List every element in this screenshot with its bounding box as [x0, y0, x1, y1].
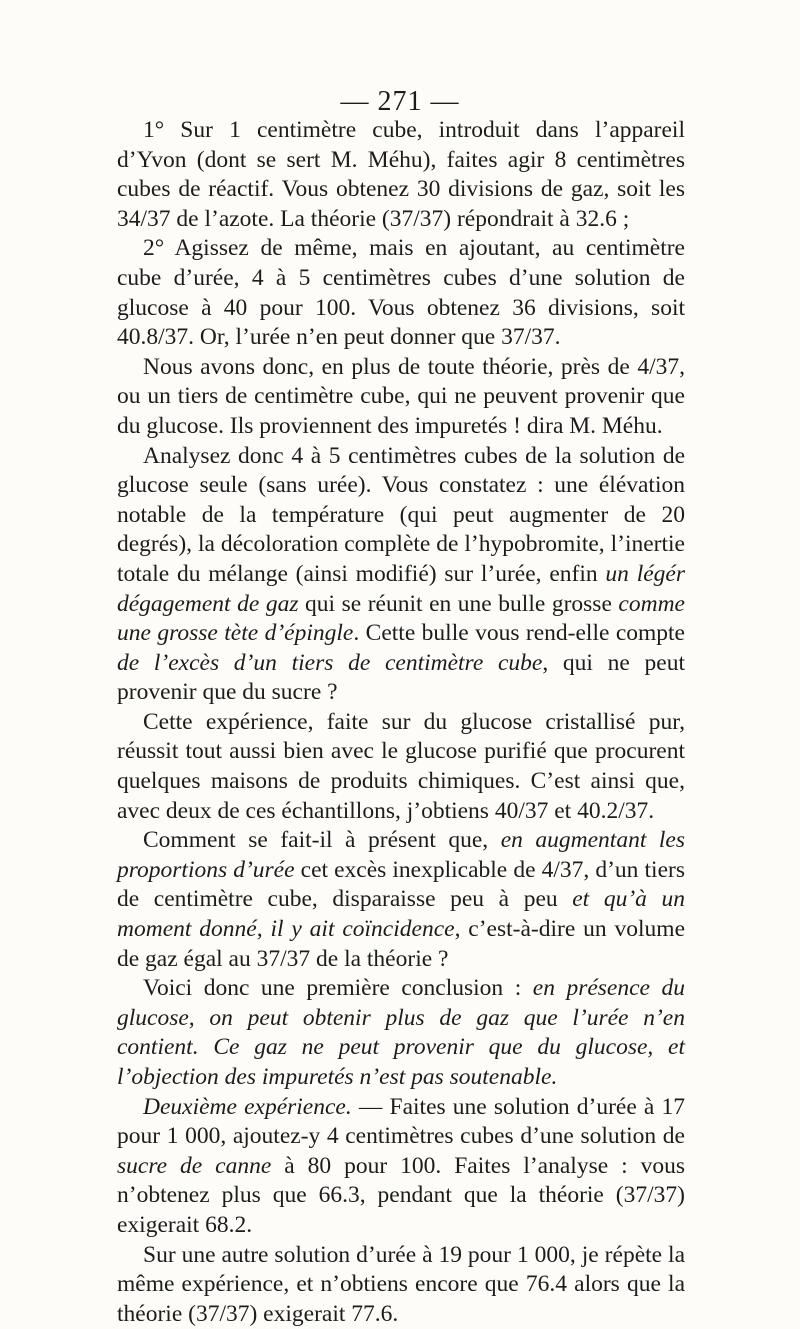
italic-text: un légér dégagement de gaz — [117, 560, 685, 617]
text-run: Analysez donc 4 à 5 centimètres cubes de la solution de glucose seule (sans urée). Vous constatez : une élévation notable de la température (qui peut augmenter de 20 degrés), la décoloration complète de l’hypobromite, l’inertie totale du mélange (ainsi modifié) sur l’urée, enfin — [117, 442, 685, 587]
italic-text: en augmentant les proportions d’urée — [117, 827, 685, 883]
text-run: — Faites une solution d’urée à 17 pour 1 000, ajoutez-y 4 centimètres cubes d’une solution de — [117, 1093, 685, 1150]
page-number: — 271 — — [340, 86, 460, 117]
paragraph — [117, 826, 685, 974]
text-run: Nous avons donc, en plus de toute théorie, près de 4/37, ou un tiers de centimètre cube, qui ne peuvent provenir que du glucose. Ils proviennent des impuretés ! dira M. Méhu. — [117, 353, 685, 439]
text-run: Cette expérience, faite sur du glucose cristallisé pur, réussit tout aussi bien avec le glucose purifié que procurent quelques maisons de produits chimiques. C’est ainsi que, avec deux de ces échantillons, j’obtiens 40/37 et 40.2/37. — [117, 708, 685, 824]
paragraph — [117, 234, 685, 352]
paragraph — [117, 1093, 685, 1241]
text-run: à 80 pour 100. Faites l’analyse : vous n’obtenez plus que 66.3, pendant que la théorie (37/37) exigerait 68.2. — [117, 1152, 686, 1238]
text-run: 2° Agissez de même, mais en ajoutant, au centimètre cube d’urée, 4 à 5 centimètres cubes d’une solution de glucose à 40 pour 100. Vous obtenez 36 divisions, soit 40.8/37. Or, l’urée n’en peut donner que 37/37. — [117, 235, 685, 351]
text-run: Comment se fait-il à présent que, — [143, 827, 501, 854]
paragraph — [117, 1241, 685, 1329]
italic-text: en présence du glucose, on peut obtenir plus de gaz que l’urée n’en contient. Ce gaz ne peut provenir que du glucose, et l’objection des impuretés n’est pas soutenable. — [117, 975, 685, 1090]
italic-text: comme une grosse tète d’épingle — [117, 590, 685, 647]
paragraph — [117, 442, 685, 708]
italic-text: de l’excès d’un tiers de centimètre cube — [117, 649, 543, 676]
text-run: . Cette bulle vous rend-elle compte — [353, 620, 685, 647]
paragraph — [117, 353, 685, 442]
text-run: , qui ne peut provenir que du sucre ? — [117, 649, 686, 706]
text-run: , c’est-à-dire un volume de gaz égal au 37/37 de la théorie ? — [117, 916, 686, 972]
paragraph — [117, 708, 685, 826]
text-run: Voici donc une première conclusion : — [143, 975, 533, 1002]
text-run: 1° Sur 1 centimètre cube, introduit dans l’appareil d’Yvon (dont se sert M. Méhu), faites agir 8 centimètres cubes de réactif. Vous obtenez 30 divisions de gaz, soit les 34/37 de l’azote. La théorie (37/37) répondrait à 32.6 ; — [117, 117, 685, 232]
text-run: Sur une autre solution d’urée à 19 pour 1 000, je répète la même expérience, et n’obtiens encore que 76.4 alors que la théorie (37/37) exigerait 77.6. — [117, 1241, 685, 1327]
italic-text: Deuxième expérience. — [143, 1093, 352, 1120]
body-text — [117, 116, 685, 1329]
paragraph — [117, 974, 685, 1092]
italic-text: et qu’à un moment donné, il y ait coïncidence — [117, 886, 686, 943]
text-run: qui se réunit en une bulle grosse — [298, 590, 619, 617]
italic-text: sucre de canne — [117, 1152, 272, 1179]
paragraph — [117, 116, 685, 234]
text-run: cet excès inexplicable de 4/37, d’un tiers de centimètre cube, disparaisse peu à peu — [117, 856, 685, 913]
